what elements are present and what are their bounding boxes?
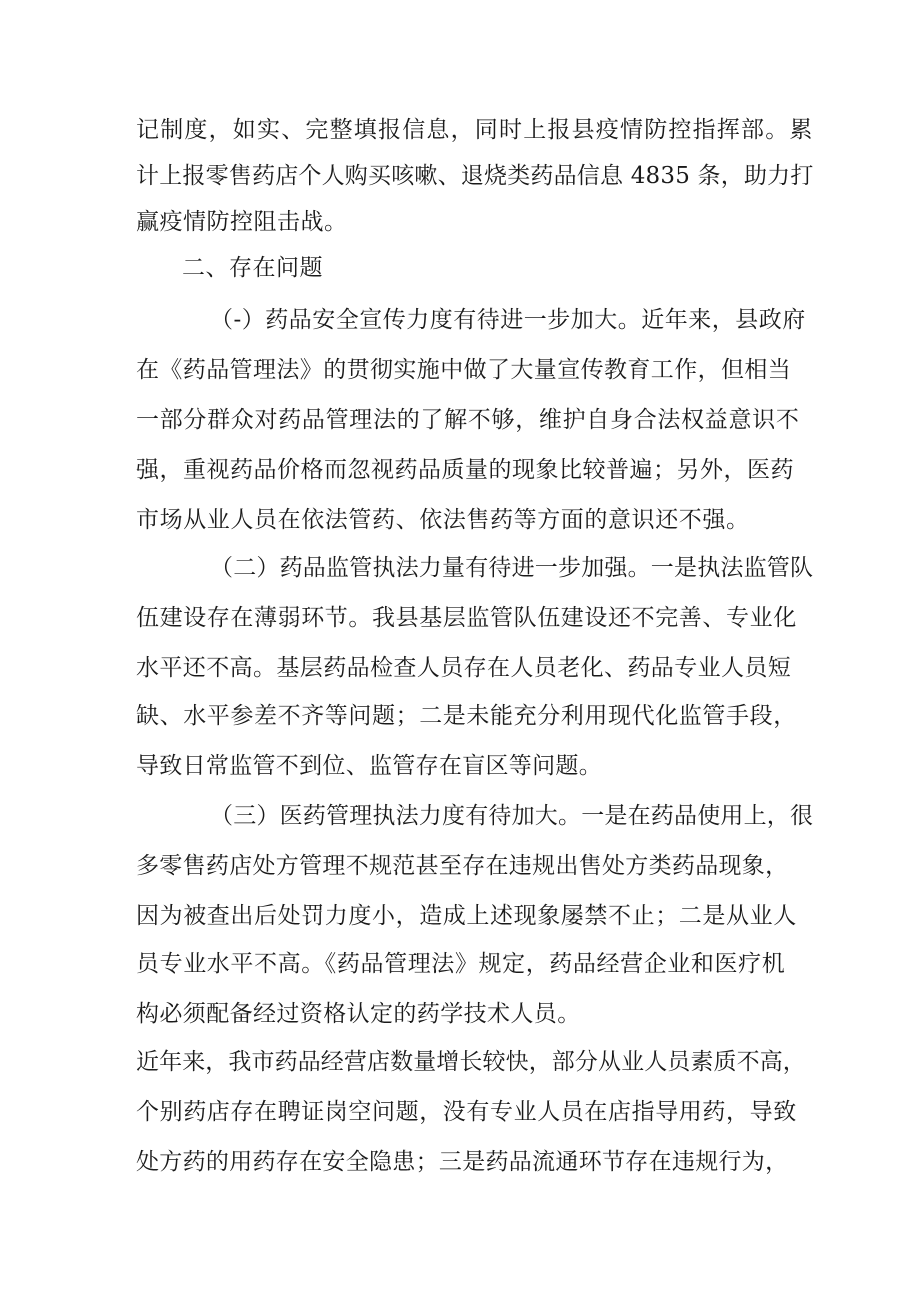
paragraph-line: 个别药店存在聘证岗空问题，没有专业人员在店指导用药，导致 [136, 1099, 797, 1125]
subsection-2-line: 缺、水平参差不齐等问题；二是未能充分利用现代化监管手段， [136, 703, 797, 729]
subsection-1-first-line: （-）药品安全宣传力度有待进一步加大。近年来，县政府 [210, 307, 806, 333]
section-heading: 二、存在问题 [182, 255, 323, 281]
paragraph-continuation-line: 赢疫情防控阻击战。 [136, 209, 348, 235]
subsection-3-line: 因为被查出后处罚力度小，造成上述现象屡禁不止；二是从业人 [136, 903, 797, 929]
subsection-1-line: 强，重视药品价格而忽视药品质量的现象比较普遍；另外，医药 [136, 457, 794, 483]
subsection-2-line: 水平还不高。基层药品检查人员存在人员老化、药品专业人员短 [136, 655, 792, 681]
subsection-2-first-line: （二）药品监管执法力量有待进一步加强。一是执法监管队 [210, 555, 814, 581]
subsection-3-first-line: （三）医药管理执法力度有待加大。一是在药品使用上，很 [210, 803, 814, 829]
paragraph-line: 处方药的用药存在安全隐患；三是药品流通环节存在违规行为， [136, 1149, 789, 1175]
subsection-3-line: 员专业水平不高。《药品管理法》规定，药品经营企业和医疗机 [136, 951, 786, 977]
subsection-3-line: 多零售药店处方管理不规范甚至存在违规出售处方类药品现象， [136, 853, 789, 879]
subsection-2-line: 伍建设存在薄弱环节。我县基层监管队伍建设还不完善、专业化 [136, 605, 797, 631]
subsection-1-line: 市场从业人员在依法管药、依法售药等方面的意识还不强。 [136, 507, 750, 533]
paragraph-line: 近年来，我市药品经营店数量增长较快，部分从业人员素质不高， [136, 1049, 806, 1075]
subsection-1-line: 在《药品管理法》的贯彻实施中做了大量宣传教育工作，但相当 [136, 357, 792, 383]
paragraph-continuation-line: 计上报零售药店个人购买咳嗽、退烧类药品信息 4835 条，助力打 [136, 163, 814, 189]
subsection-1-line: 一部分群众对药品管理法的了解不够，维护自身合法权益意识不 [136, 407, 800, 433]
subsection-2-line: 导致日常监管不到位、监管存在盲区等问题。 [136, 753, 602, 779]
paragraph-continuation-line: 记制度，如实、完整填报信息，同时上报县疫情防控指挥部。累 [136, 117, 814, 143]
subsection-3-line: 构必须配备经过资格认定的药学技术人员。 [136, 1001, 581, 1027]
